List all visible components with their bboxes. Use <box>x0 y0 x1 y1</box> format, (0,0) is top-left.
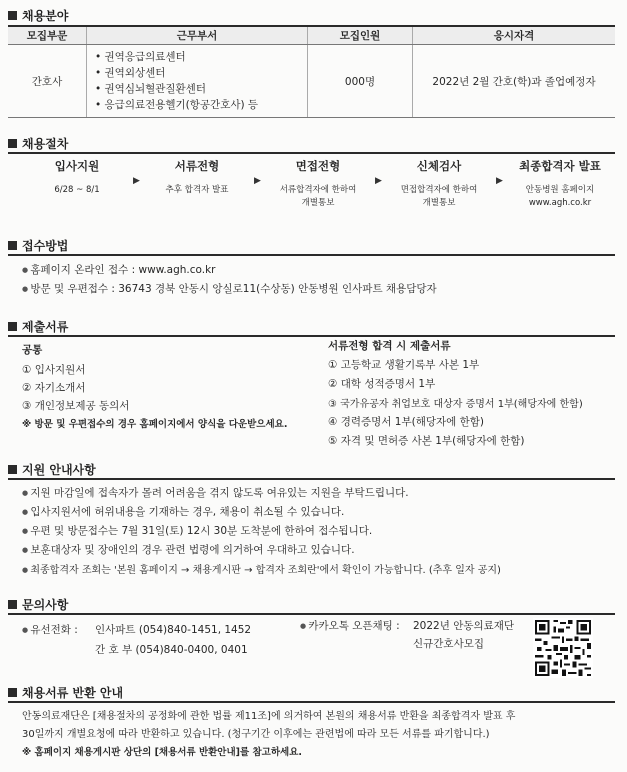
col-header: 모집인원 <box>308 26 413 45</box>
step-name: 신체검사 <box>416 159 462 173</box>
qualification-cell: 2022년 2월 간호(학)과 졸업예정자 <box>413 45 616 118</box>
return-line: 30일까지 개별요청에 따라 반환하고 있습니다. (청구기간 이후에는 관련법에 따라 모든 서류를 파기합니다.) <box>22 729 490 740</box>
process-step <box>263 158 373 210</box>
qr-code-icon[interactable] <box>533 618 593 678</box>
section-title-contact <box>8 596 68 613</box>
divider <box>8 254 615 256</box>
process-step <box>142 158 252 197</box>
section-title-docs <box>8 318 68 335</box>
docs-common-item: ② 자기소개서 <box>22 382 86 394</box>
department-item: • 권역외상센터 <box>95 65 307 81</box>
square-bullet-icon <box>8 465 17 474</box>
col-header: 응시자격 <box>413 26 616 45</box>
square-bullet-icon <box>8 11 17 20</box>
process-step <box>384 158 494 210</box>
docs-pass-title: 서류전형 합격 시 제출서류 <box>328 340 451 352</box>
section-title-text: 지원 안내사항 <box>22 463 96 477</box>
step-name: 최종합격자 발표 <box>519 159 601 173</box>
docs-pass-item: ② 대학 성적증명서 1부 <box>328 378 436 390</box>
recruit-table <box>8 25 615 118</box>
step-desc: 6/28 ~ 8/1 <box>54 185 100 195</box>
docs-common-item: ① 입사지원서 <box>22 364 86 376</box>
docs-pass-item: ① 고등학교 생활기록부 사본 1부 <box>328 359 480 371</box>
section-title-text: 채용절차 <box>22 137 69 151</box>
divider <box>8 335 615 337</box>
kakao-label: ● 카카오톡 오픈채팅 : <box>300 618 400 633</box>
docs-common-title: 공통 <box>22 344 43 356</box>
docs-pass-item: ③ 국가유공자 취업보호 대상자 증명서 1부(해당자에 한함) <box>328 399 583 410</box>
section-title-process <box>8 135 68 152</box>
arrow-right-icon: ▶ <box>496 176 503 186</box>
section-title-text: 채용서류 반환 안내 <box>22 686 124 700</box>
section-title-text: 문의사항 <box>22 598 69 612</box>
square-bullet-icon <box>8 688 17 697</box>
table-row <box>8 45 615 118</box>
section-title-guide <box>8 461 96 478</box>
kakao-line: 신규간호사모집 <box>413 638 485 650</box>
step-desc: 개별통보 <box>422 198 456 208</box>
step-desc: 안동병원 홈페이지 <box>525 185 595 195</box>
step-desc: www.agh.co.kr <box>528 198 592 208</box>
divider <box>8 478 615 480</box>
guide-line: ● 우편 및 방문접수는 7월 31일(토) 12시 30분 도착분에 한하여 접수됩니다. <box>22 523 372 538</box>
department-item: • 권역심뇌혈관질환센터 <box>95 81 307 97</box>
return-line: 안동의료재단은 [채용절차의 공정화에 관한 법률 제11조]에 의거하여 본원의 채용서류 반환을 최종합격자 발표 후 <box>22 711 516 722</box>
guide-line: ● 최종합격자 조회는 '본원 홈페이지 → 채용게시판 → 합격자 조회란'에서 확인이 가능합니다. (추후 일자 공지) <box>22 561 501 576</box>
divider <box>8 613 615 615</box>
guide-line: ● 입사지원서에 허위내용을 기재하는 경우, 채용이 취소될 수 있습니다. <box>22 504 344 519</box>
department-item: • 응급의료전용헬기(항공간호사) 등 <box>95 97 307 113</box>
departments-cell <box>87 45 308 118</box>
section-title-text: 제출서류 <box>22 320 69 334</box>
step-desc: 개별통보 <box>301 198 335 208</box>
section-title-recruit <box>8 7 68 24</box>
section-title-return <box>8 684 123 701</box>
kakao-line: 2022년 안동의료재단 <box>413 620 515 632</box>
phone-label: ● 유선전화 : <box>22 622 78 637</box>
phone-line: 인사파트 (054)840-1451, 1452 <box>95 624 252 636</box>
arrow-right-icon: ▶ <box>133 176 140 186</box>
square-bullet-icon <box>8 241 17 250</box>
guide-line: ● 지원 마감일에 접속자가 몰려 어려움을 겪지 않도록 여유있는 지원을 부탁드립니다. <box>22 485 409 500</box>
apply-line: ● 홈페이지 온라인 접수 : www.agh.co.kr <box>22 262 216 277</box>
guide-line: ● 보훈대상자 및 장애인의 경우 관련 법령에 의거하여 우대하고 있습니다. <box>22 542 355 557</box>
step-name: 입사지원 <box>54 159 100 173</box>
docs-common-item: ③ 개인정보제공 동의서 <box>22 400 130 412</box>
square-bullet-icon <box>8 600 17 609</box>
col-header: 모집부문 <box>8 26 87 45</box>
step-name: 면접전형 <box>295 159 341 173</box>
square-bullet-icon <box>8 322 17 331</box>
section-title-apply <box>8 237 68 254</box>
col-header: 근무부서 <box>87 26 308 45</box>
divider <box>8 701 615 703</box>
section-title-text: 접수방법 <box>22 239 69 253</box>
step-desc: 서류합격자에 한하여 <box>279 185 357 195</box>
divider <box>8 152 615 154</box>
process-step <box>505 158 615 210</box>
process-step <box>22 158 132 197</box>
arrow-right-icon: ▶ <box>254 176 261 186</box>
step-name: 서류전형 <box>174 159 220 173</box>
section-title-text: 채용분야 <box>22 9 69 23</box>
arrow-right-icon: ▶ <box>375 176 382 186</box>
phone-line: 간 호 부 (054)840-0400, 0401 <box>95 644 248 656</box>
return-note: ※ 홈페이지 채용게시판 상단의 [채용서류 반환안내]를 참고하세요. <box>22 747 302 758</box>
docs-common-note: ※ 방문 및 우편접수의 경우 홈페이지에서 양식을 다운받으세요. <box>22 419 288 430</box>
department-item: • 권역응급의료센터 <box>95 49 307 65</box>
apply-line: ● 방문 및 우편접수 : 36743 경북 안동시 앙실로11(수상동) 안동병원 인사파트 채용담당자 <box>22 281 437 296</box>
docs-pass-item: ⑤ 자격 및 면허증 사본 1부(해당자에 한함) <box>328 435 525 447</box>
step-desc: 면접합격자에 한하여 <box>400 185 478 195</box>
square-bullet-icon <box>8 139 17 148</box>
category-cell: 간호사 <box>8 45 87 118</box>
step-desc: 추후 합격자 발표 <box>165 185 229 195</box>
docs-pass-item: ④ 경력증명서 1부(해당자에 한함) <box>328 416 485 428</box>
count-cell: 000명 <box>308 45 413 118</box>
